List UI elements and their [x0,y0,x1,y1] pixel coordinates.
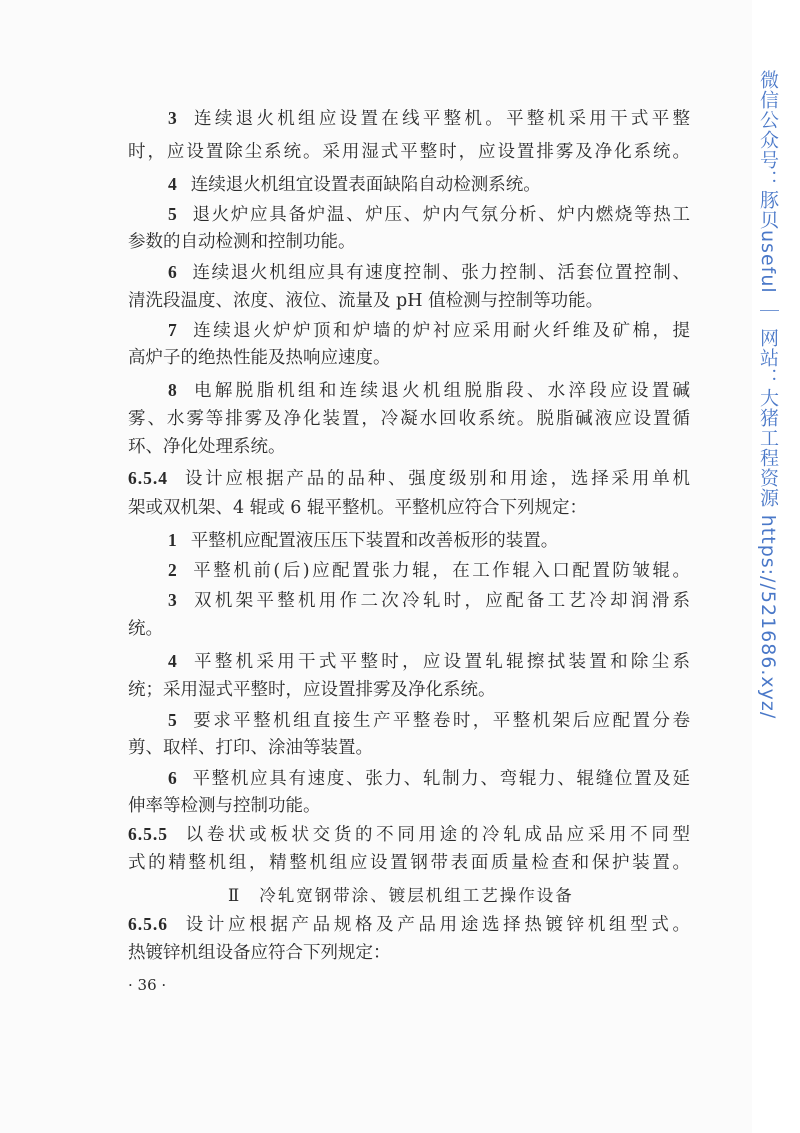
item-3 [128,107,690,130]
item-4 [128,173,690,196]
item-number: 5 [168,204,177,224]
text-line: 架或双机架、4 辊或 6 辊平整机。平整机应符合下列规定： [128,498,587,518]
item-7 [128,319,690,342]
item-3b [128,589,690,612]
clause-text: 设计应根据产品规格及产品用途选择热镀锌机组型式。 [182,915,690,935]
item-number: 1 [168,530,177,550]
item-number: 4 [168,651,177,671]
watermark: 微信公众号：豚贝useful ｜ 网站：大猪工程资源 https://521686.xyz/ [757,70,779,720]
item-number: 7 [168,320,177,340]
item-2 [128,559,690,582]
item-text: 平整机应具有速度、张力、轧制力、弯辊力、辊缝位置及延 [190,769,690,789]
clause-number: 6.5.6 [128,914,168,934]
item-text: 退火炉应具备炉温、炉压、炉内气氛分析、炉内燃烧等热工 [190,205,690,225]
item-number: 6 [168,768,177,788]
item-number: 3 [168,108,177,128]
item-text: 连续退火机组应设置在线平整机。平整机采用干式平整 [190,109,690,129]
clause-number: 6.5.5 [128,824,168,844]
text-line: 清洗段温度、浓度、液位、流量及 pH 值检测与控制等功能。 [128,291,604,311]
clause-text: 以卷状或板状交货的不同用途的冷轧成品应采用不同型 [182,825,690,845]
clause-6-5-4 [128,467,690,490]
clause-6-5-6 [128,913,690,936]
item-number: 5 [168,710,177,730]
text-line: 时，应设置除尘系统。采用湿式平整时，应设置排雾及净化系统。 [128,142,690,162]
item-text: 连续退火机组宜设置表面缺陷自动检测系统。 [190,175,541,195]
text-line: 参数的自动检测和控制功能。 [128,232,356,252]
item-number: 2 [168,560,177,580]
item-6 [128,261,690,284]
item-number: 3 [168,590,177,610]
item-8 [128,379,690,402]
item-6b [128,767,690,790]
item-text: 平整机应配置液压压下装置和改善板形的装置。 [190,531,559,551]
item-1 [128,529,690,552]
item-text: 连续退火炉炉顶和炉墙的炉衬应采用耐火纤维及矿棉，提 [190,321,690,341]
item-text: 双机架平整机用作二次冷轧时，应配备工艺冷却润滑系 [190,591,690,611]
section-heading [228,882,574,906]
text-line: 统；采用湿式平整时，应设置排雾及净化系统。 [128,680,496,700]
text-line: 环、净化处理系统。 [128,437,286,457]
item-text: 要求平整机组直接生产平整卷时，平整机架后应配置分卷 [190,711,690,731]
text-line: 高炉子的绝热性能及热响应速度。 [128,348,391,368]
text-line: 热镀锌机组设备应符合下列规定： [128,943,391,963]
item-5 [128,203,690,226]
item-text: 平整机前(后)应配置张力辊，在工作辊入口配置防皱辊。 [190,561,690,581]
section-number: Ⅱ [228,886,242,905]
text-line: 剪、取样、打印、涂油等装置。 [128,738,373,758]
text-line: 伸率等检测与控制功能。 [128,796,321,816]
item-5b [128,709,690,732]
clause-6-5-5 [128,823,690,846]
text-line: 统。 [128,619,163,639]
page-number: · 36 · [128,976,167,994]
item-number: 4 [168,174,177,194]
text-line: 雾、水雾等排雾及净化装置，冷凝水回收系统。脱脂碱液应设置循 [128,409,690,429]
item-text: 连续退火机组应具有速度控制、张力控制、活套位置控制、 [190,263,690,283]
item-text: 电解脱脂机组和连续退火机组脱脂段、水淬段应设置碱 [190,381,690,401]
item-text: 平整机采用干式平整时，应设置轧辊擦拭装置和除尘系 [190,652,690,672]
clause-text: 设计应根据产品的品种、强度级别和用途，选择采用单机 [182,469,690,489]
text-line: 式的精整机组，精整机组应设置钢带表面质量检查和保护装置。 [128,853,690,873]
clause-number: 6.5.4 [128,468,168,488]
item-number: 6 [168,262,177,282]
item-number: 8 [168,380,177,400]
item-4b [128,650,690,673]
section-title: 冷轧宽钢带涂、镀层机组工艺操作设备 [259,886,574,905]
